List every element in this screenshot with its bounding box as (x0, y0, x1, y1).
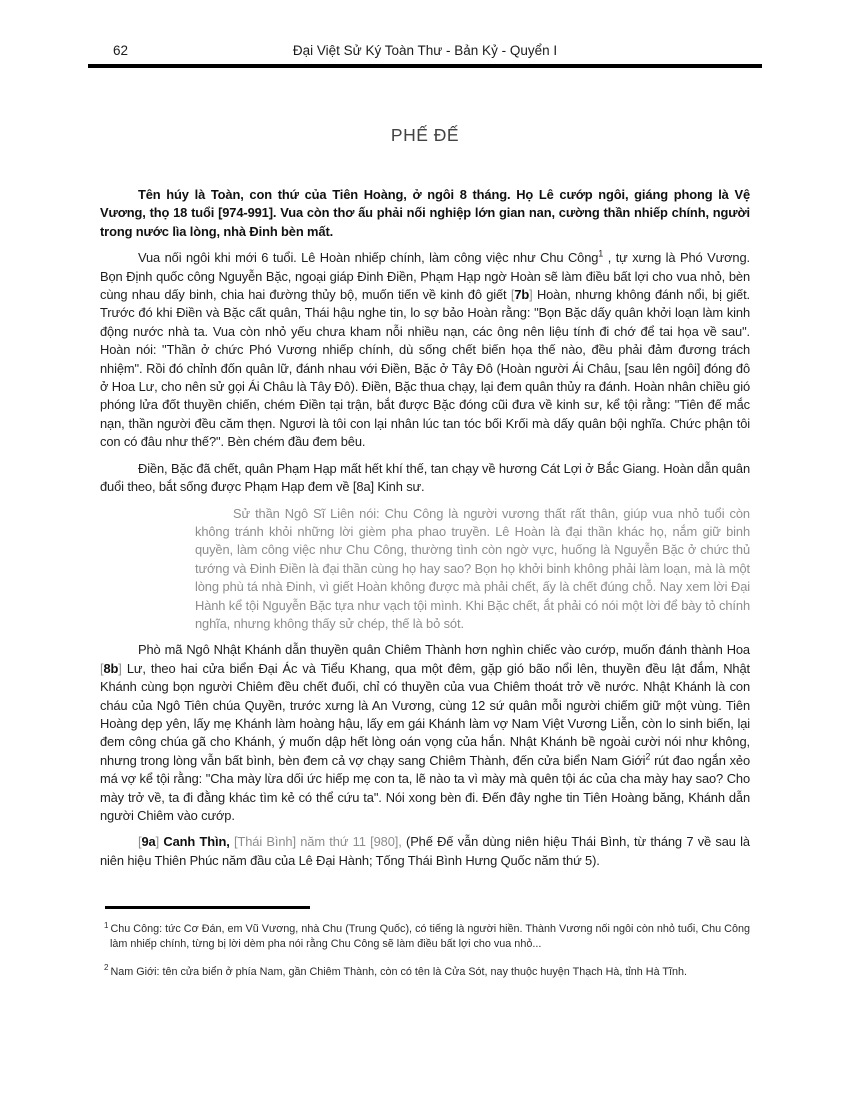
footnote-1-number: 1 (104, 920, 109, 930)
chapter-title: PHẾ ĐẾ (390, 125, 460, 145)
footnote-1-text: Chu Công: tức Cơ Đán, em Vũ Vương, nhà Chu (Trung Quốc), có tiếng là người hiền. Thành Vương nối ngôi còn nhỏ tuổi, Chu Công làm nhiếp chính, từng bị lời dèm pha nói rằng Chu Công sẽ làm điều bất lợi cho vua nhỏ... (110, 923, 750, 951)
footnote-2-text: Nam Giới: tên cửa biển ở phía Nam, gần Chiêm Thành, còn có tên là Cửa Sót, nay thuộc huyện Thạch Hà, tỉnh Hà Tĩnh. (110, 965, 688, 978)
paragraph-canh-thin: [9a] Canh Thìn, [Thái Bình] năm thứ 11 [980], (Phế Đế vẫn dùng niên hiệu Thái Bình, từ tháng 7 về sau là niên hiệu Thiên Phúc năm đầu của Lê Đại Hành; Tống Thái Bình Hưng Quốc năm thứ 5). (100, 834, 750, 868)
footnote-2-number: 2 (104, 963, 109, 973)
page-header (100, 43, 750, 61)
running-title: Đại Việt Sử Ký Toàn Thư - Bản Kỷ - Quyển I (292, 43, 558, 58)
intro-paragraph: Tên húy là Toàn, con thứ của Tiên Hoàng, ở ngôi 8 tháng. Họ Lê cướp ngôi, giáng phong là Vệ Vương, thọ 18 tuổi [974-991]. Vua còn thơ ấu phải nối nghiệp lớn gian nan, cường thần nhiếp chính, người trong nước lìa lòng, nhà Đinh bèn mất. (100, 187, 750, 239)
header-rule (88, 64, 762, 68)
footnote-2 (100, 965, 750, 980)
historian-comment-block: Sử thần Ngô Sĩ Liên nói: Chu Công là người vương thất rất thân, giúp vua nhỏ tuổi còn không tránh khỏi những lời gièm pha phao truyền. Lê Hoàn là đại thần khác họ, nắm giữ binh quyền, làm công việc như Chu Công, thường tình còn ngờ vực, huống là Nguyễn Bặc ở chức thủ tướng và Đinh Điền là đại thần cùng họ hay sao? Bọn họ khởi binh không phải làm loạn, mà là một lòng phù tá nhà Đinh, vì giết Hoàn không được mà phải chết, ấy là chết đúng chỗ. Nay xem lời Đại Hành kể tội Nguyễn Bặc tựa như vạch tội mình. Khi Bặc chết, ắt phải có nói một lời để bày tỏ chính nghĩa, nhưng không thấy sử chép, thế là bỏ sót. (195, 505, 750, 631)
paragraph-pham-hap: Điền, Bặc đã chết, quân Phạm Hạp mất hết khí thế, tan chạy về hương Cát Lợi ở Bắc Giang. Hoàn dẫn quân đuổi theo, bắt sống được Phạm Hạp đem về [8a] Kinh sư. (100, 460, 750, 495)
footnote-separator-rule (105, 906, 310, 909)
body-text (100, 186, 750, 870)
footnotes-section (100, 906, 750, 979)
footnote-1 (100, 922, 750, 952)
paragraph-ngo-nhat-khanh: Phò mã Ngô Nhật Khánh dẫn thuyền quân Chiêm Thành hơn nghìn chiếc vào cướp, muốn đánh thành Hoa [8b] Lư, theo hai cửa biển Đại Ác và Tiểu Khang, qua một đêm, gặp gió bão nổi lên, thuyền đều lật đắm, Nhật Khánh cùng bọn người Chiêm đều chết đuối, chỉ có thuyền của vua Chiêm thoát trở về nước. Nhật Khánh là con cháu của Ngô Tiên chúa Quyền, trước xưng là An Vương, cùng 12 sứ quân mỗi người chiếm giữ một vùng. Tiên Hoàng dẹp yên, lấy mẹ Khánh làm hoàng hậu, lấy em gái Khánh làm vợ Nam Việt Vương Liễn, còn lo sinh biến, lại đem công chúa gã cho Khánh, ý muốn dập hết lòng oán vọng của hắn. Nhật Khánh bề ngoài cười nói như không, nhưng trong lòng vẫn bất bình, bèn đem cả vợ chạy sang Chiêm Thành, đến cửa biển Nam Giới$^2$ rút đao ngắn xẻo má vợ kể tội rằng: "Cha mày lừa dối ức hiếp mẹ con ta, lẽ nào ta vì mày mà quên tội ác của cha mày hay sao? Cho mày trở về, ta đi đằng khác tìm kẻ có thể cứu ta". Nói xong bèn đi. Đến đây nghe tin Tiên Hoàng băng, Khánh dẫn người Chiêm vào cướp. (100, 642, 750, 823)
paragraph-accession: Vua nối ngôi khi mới 6 tuổi. Lê Hoàn nhiếp chính, làm công việc như Chu Công$^1$ , tự xưng là Phó Vương. Bọn Định quốc công Nguyễn Bặc, ngoại giáp Đinh Điền, Phạm Hạp ngờ Hoàn sẽ làm điều bất lợi cho vua nhỏ, bèn cùng nhau dấy binh, chia hai đường thủy bộ, muốn tiến về kinh đô giết [7b] Hoàn, nhưng không đánh nổi, bị giết. Trước đó khi Điền và Bặc cất quân, Thái hậu nghe tin, lo sợ bảo Hoàn rằng: "Bọn Bặc dấy quân khởi loạn làm kinh động nước nhà ta. Vua còn nhỏ yếu chưa kham nỗi nhiều nạn, các ông nên liệu tính đi chớ để tai họa về sau". Hoàn nói: "Thần ở chức Phó Vương nhiếp chính, dù sống chết biến họa thế nào, đều phải đảm đương trách nhiệm". Rồi đó chỉnh đốn quân lữ, đánh nhau với Điền, Bặc ở Tây Đô (Hoàn người Ái Châu, [sau lên ngôi] đóng đô ở Hoa Lư, cho nên sử gọi Ái Châu là Tây Đô). Điền, Bặc thua chạy, lại đem quân thủy ra đánh. Hoàn nhân chiều gió phóng lửa đốt thuyền chiến, chém Điền tại trận, bắt được Bặc đóng cũi đưa về kinh sư, kể tội rằng: "Tiên đế mắc nạn, thần người đều căm thẹn. Ngươi là tôi con lại nhân lúc tan tóc bối Krối mà dấy quân bội nghĩa. Chức phận tôi con có đâu như thế?". Bèn chém đầu đem bêu. (100, 248, 750, 450)
page-number: 62 (113, 43, 129, 58)
